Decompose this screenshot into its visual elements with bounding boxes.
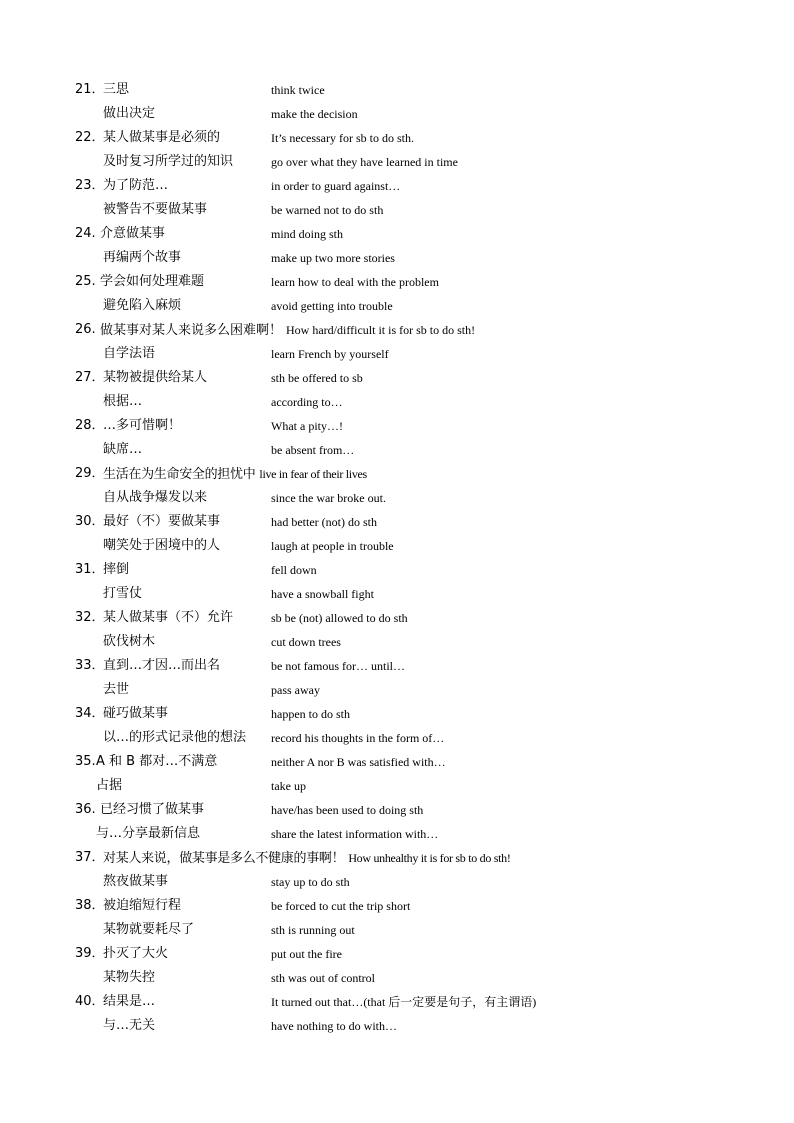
phrase-item [0,246,794,270]
english-phrase: laugh at people in trouble [271,539,394,553]
phrase-item [0,294,794,318]
chinese-phrase-text: 结果是… [103,994,156,1009]
item-number: 32． [75,610,105,625]
chinese-phrase-text: 三思 [103,82,130,97]
chinese-phrase-text: 砍伐树木 [103,634,156,649]
english-phrase: record his thoughts in the form of… [271,731,445,745]
chinese-phrase-text: 避免陷入麻烦 [103,298,182,313]
chinese-phrase-text: 再编两个故事 [103,250,182,265]
chinese-phrase [103,246,181,270]
chinese-phrase [103,654,220,678]
phrase-item [0,534,794,558]
chinese-phrase [103,294,181,318]
english-phrase: neither A nor B was satisfied with… [271,755,446,769]
english-phrase: have a snowball fight [271,587,374,601]
chinese-phrase-text: 直到…才因…而出名 [103,658,221,673]
phrase-item-numbered [0,654,794,678]
english-phrase: go over what they have learned in time [271,155,458,169]
chinese-phrase [96,774,122,798]
chinese-phrase [103,78,129,102]
chinese-phrase [103,966,155,990]
english-phrase: pass away [271,683,320,697]
english-phrase: sth was out of control [271,971,375,985]
item-number: 29． [75,466,105,481]
english-phrase: according to… [271,395,343,409]
phrase-item-numbered [0,750,794,774]
english-phrase: put out the fire [271,947,342,961]
chinese-phrase-text: 学会如何处理难题 [100,274,205,289]
phrase-item-numbered [0,318,794,342]
chinese-phrase [103,366,207,390]
english-phrase: learn French by yourself [271,347,389,361]
phrase-item-numbered [0,78,794,102]
chinese-phrase-text: 某人做某事是必须的 [103,130,221,145]
chinese-phrase-text: 对某人来说，做某事是多么不健康的事啊！ [103,851,345,866]
item-number: 36. [75,802,96,817]
english-phrase: have/has been used to doing sth [271,803,424,817]
chinese-phrase [103,414,181,438]
phrase-item [0,678,794,702]
chinese-phrase-text: 扑灭了大火 [103,946,169,961]
item-number: 24. [75,226,96,241]
english-phrase: What a pity…! [271,419,343,433]
item-number: 39． [75,946,105,961]
phrase-item-numbered [0,462,794,486]
english-phrase: be absent from… [271,443,355,457]
english-phrase: sth be offered to sb [271,371,363,385]
chinese-phrase [103,846,511,871]
english-phrase: make the decision [271,107,358,121]
english-phrase: think twice [271,83,325,97]
chinese-phrase [103,102,155,126]
phrase-item [0,438,794,462]
item-number: 33． [75,658,105,673]
english-phrase: It turned out that…(that 后一定要是句子，有主谓语) [271,995,537,1009]
item-number: 37． [75,850,105,865]
phrase-item-numbered [0,894,794,918]
english-phrase: It’s necessary for sb to do sth. [271,131,414,145]
chinese-phrase-text: 摔倒 [103,562,130,577]
chinese-phrase [103,678,129,702]
phrase-item [0,150,794,174]
english-phrase: sb be (not) allowed to do sth [271,611,408,625]
chinese-phrase-text: 根据… [103,394,143,409]
phrase-item [0,390,794,414]
phrase-item [0,630,794,654]
chinese-phrase [103,726,246,750]
english-phrase: share the latest information with… [271,827,439,841]
chinese-phrase [100,270,204,294]
chinese-phrase [103,918,194,942]
chinese-phrase-text: 某物就要耗尽了 [103,922,195,937]
chinese-phrase-text: 熬夜做某事 [103,874,169,889]
phrase-item-numbered [0,846,794,870]
phrase-item [0,582,794,606]
item-number: 34． [75,706,105,721]
phrase-item-numbered [0,798,794,822]
chinese-phrase [103,558,129,582]
item-number: 31． [75,562,105,577]
phrase-item [0,102,794,126]
phrase-item [0,726,794,750]
chinese-phrase [103,870,168,894]
chinese-phrase [103,990,155,1014]
chinese-phrase-text: 碰巧做某事 [103,706,169,721]
english-phrase: be not famous for… until… [271,659,405,673]
phrase-item [0,918,794,942]
phrase-item-numbered [0,606,794,630]
chinese-phrase [103,150,233,174]
chinese-phrase-text: 做出决定 [103,106,156,121]
chinese-phrase [103,894,181,918]
chinese-phrase [100,318,475,343]
chinese-phrase-text: 某物被提供给某人 [103,370,208,385]
item-number: 26. [75,322,96,337]
phrase-item [0,486,794,510]
chinese-phrase [103,174,168,198]
phrase-item-numbered [0,558,794,582]
phrase-item [0,870,794,894]
english-phrase: in order to guard against… [271,179,401,193]
phrase-list [0,78,794,1038]
chinese-phrase-text: 占据 [96,778,123,793]
chinese-phrase [103,390,142,414]
phrase-item [0,198,794,222]
phrase-item-numbered [0,222,794,246]
chinese-phrase [103,630,155,654]
phrase-item [0,822,794,846]
chinese-phrase [103,486,207,510]
english-phrase: How unhealthy it is for sb to do sth! [348,851,511,865]
chinese-phrase [103,1014,155,1038]
phrase-item [0,774,794,798]
chinese-phrase [103,942,168,966]
english-phrase: avoid getting into trouble [271,299,393,313]
chinese-phrase-text: 与…无关 [103,1018,156,1033]
chinese-phrase-text: 某人做某事（不）允许 [103,610,234,625]
chinese-phrase-text: 缺席… [103,442,143,457]
english-phrase: make up two more stories [271,251,395,265]
chinese-phrase-text: 做某事对某人来说多么困难啊！ [100,323,283,338]
chinese-phrase-text: 以…的形式记录他的想法 [103,730,247,745]
english-phrase: fell down [271,563,317,577]
chinese-phrase [96,822,200,846]
chinese-phrase [100,798,204,822]
phrase-item-numbered [0,270,794,294]
chinese-phrase-text: 生活在为生命安全的担忧中 [103,467,256,482]
chinese-phrase [103,438,142,462]
english-phrase: have nothing to do with… [271,1019,397,1033]
chinese-phrase-text: 及时复习所学过的知识 [103,154,234,169]
chinese-phrase-text: 去世 [103,682,130,697]
phrase-item [0,1014,794,1038]
chinese-phrase [103,510,220,534]
chinese-phrase-text: 介意做某事 [100,226,166,241]
phrase-item-numbered [0,990,794,1014]
item-number: 35. [75,754,96,769]
chinese-phrase [103,582,142,606]
item-number: 23． [75,178,105,193]
phrase-item-numbered [0,510,794,534]
item-number: 27． [75,370,105,385]
chinese-phrase [103,126,220,150]
chinese-phrase-text: …多可惜啊！ [103,418,182,433]
chinese-phrase-text: 最好（不）要做某事 [103,514,221,529]
chinese-phrase-text: 为了防范… [103,178,169,193]
english-phrase: mind doing sth [271,227,344,241]
chinese-phrase [103,198,207,222]
english-phrase: How hard/difficult it is for sb to do sth! [286,323,476,337]
phrase-item-numbered [0,174,794,198]
english-phrase: take up [271,779,306,793]
phrase-item-numbered [0,126,794,150]
english-phrase: sth is running out [271,923,355,937]
chinese-phrase-text: 自学法语 [103,346,156,361]
chinese-phrase-text: 嘲笑处于困境中的人 [103,538,221,553]
english-phrase: be warned not to do sth [271,203,384,217]
chinese-phrase-text: 某物失控 [103,970,156,985]
chinese-phrase [103,534,220,558]
item-number: 30． [75,514,105,529]
phrase-item-numbered [0,942,794,966]
item-number: 38． [75,898,105,913]
phrase-item [0,966,794,990]
english-phrase: be forced to cut the trip short [271,899,411,913]
phrase-item-numbered [0,702,794,726]
chinese-phrase-text: 被警告不要做某事 [103,202,208,217]
chinese-phrase [96,750,217,774]
english-phrase: cut down trees [271,635,341,649]
english-phrase: learn how to deal with the problem [271,275,439,289]
phrase-item-numbered [0,366,794,390]
chinese-phrase-text: 已经习惯了做某事 [100,802,205,817]
english-phrase: had better (not) do sth [271,515,377,529]
phrase-item-numbered [0,414,794,438]
chinese-phrase-text: 打雪仗 [103,586,143,601]
english-phrase: live in fear of their lives [259,467,367,481]
chinese-phrase-text: 与…分享最新信息 [96,826,201,841]
chinese-phrase-text: 自从战争爆发以来 [103,490,208,505]
chinese-phrase [103,462,367,487]
chinese-phrase [100,222,165,246]
item-number: 28． [75,418,105,433]
item-number: 40． [75,994,105,1009]
phrase-item [0,342,794,366]
chinese-phrase [103,342,155,366]
chinese-phrase-text: 被迫缩短行程 [103,898,182,913]
english-phrase: since the war broke out. [271,491,386,505]
item-number: 25. [75,274,96,289]
item-number: 22． [75,130,105,145]
english-phrase: stay up to do sth [271,875,350,889]
chinese-phrase [103,702,168,726]
item-number: 21． [75,82,105,97]
chinese-phrase [103,606,233,630]
english-phrase: happen to do sth [271,707,350,721]
chinese-phrase-text: A 和 B 都对…不满意 [96,754,218,769]
